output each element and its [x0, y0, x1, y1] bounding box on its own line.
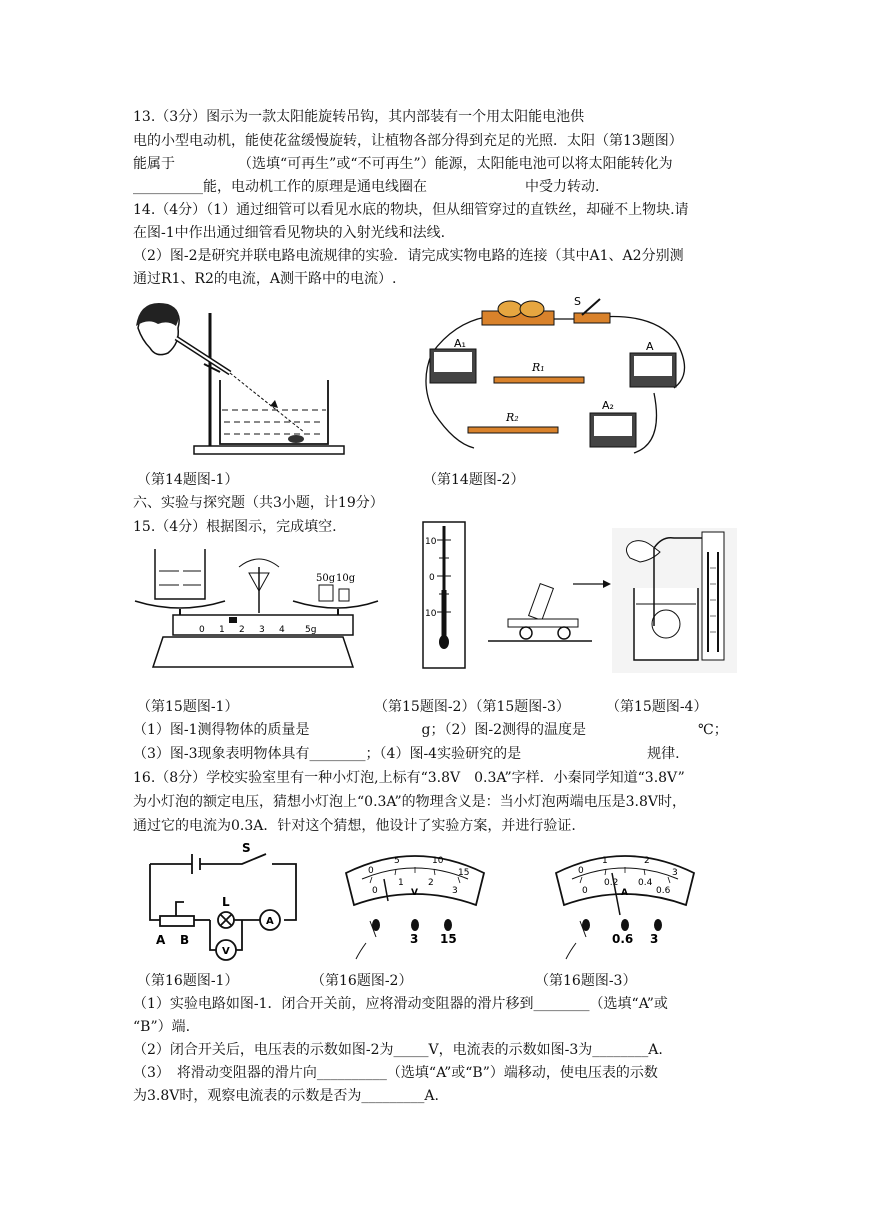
switch-label: S [574, 295, 581, 308]
volt-top-10: 10 [432, 856, 444, 866]
thermo-0: 0 [429, 573, 435, 583]
figure-15-1 [133, 543, 383, 673]
q14-line2: 在图-1中作出通过细管看见物块的入射光线和法线. [133, 225, 446, 241]
thermo-10-top: 10 [425, 537, 437, 547]
figure-15-2 [419, 520, 474, 670]
amm-top-2: 2 [644, 856, 650, 866]
volt-bot-3: 3 [452, 886, 458, 896]
q14-line3: （2）图-2是研究并联电路电流规律的实验．请完成实物电路的连接（其中A1、A2分别测 [133, 248, 684, 264]
scale-4: 4 [279, 625, 285, 635]
amm-unit: A [621, 888, 628, 898]
scale-3: 3 [259, 625, 265, 635]
r2-label: R₂ [506, 411, 519, 424]
volt-terminal-15: 15 [440, 932, 457, 946]
scale-1: 1 [219, 625, 225, 635]
volt-top-15: 15 [458, 868, 470, 878]
section-title: 六、实验与探究题（共3小题，计19分） [133, 495, 384, 511]
q14-line4: 通过R1、R2的电流，A测干路中的电流）. [133, 271, 397, 287]
volt-top-0: 0 [368, 866, 374, 876]
r1-label: R₁ [532, 361, 545, 374]
weight-10g-label: 10g [336, 573, 356, 584]
circuit-a: A [156, 933, 166, 947]
meter-a-label: A [646, 340, 654, 353]
q16-sub2: （2）闭合开关后，电压表的示数如图-2为_____V，电流表的示数如图-3为________A. [133, 1042, 663, 1058]
q13-line4: __________能，电动机工作的原理是通电线圈在 中受力转动. [133, 179, 600, 195]
amm-terminal-3: 3 [650, 932, 659, 946]
amm-bot-04: 0.4 [638, 878, 653, 888]
scale-5: 5g [305, 625, 317, 635]
weight-50g-label: 50g [316, 573, 336, 584]
thermo-10-bottom: 10 [425, 609, 437, 619]
scale-2: 2 [239, 625, 245, 635]
q15-line3: （3）图-3现象表明物体具有________；（4）图-4实验研究的是 规律. [133, 746, 680, 762]
amm-bot-06: 0.6 [656, 886, 671, 896]
figure-15-4 [612, 528, 737, 673]
amm-top-0: 0 [578, 866, 584, 876]
figure-16-2 [340, 843, 490, 963]
q16-line2: 为小灯泡的额定电压，猜想小灯泡上“0.3A”的物理含义是：当小灯泡两端电压是3.8V时， [133, 794, 687, 810]
circuit-v: V [222, 946, 230, 957]
q16-sub3: （3） 将滑动变阻器的滑片向__________（选填“A”或“B”）端移动，使电压表的示数 [133, 1065, 658, 1081]
q13-line2: 电的小型电动机，能使花盆缓慢旋转，让植物各部分得到充足的光照．太阳（第13题图） [133, 133, 683, 149]
caption-16-1: （第16题图-1） [137, 973, 239, 989]
q16-sub1b: “B”）端. [133, 1019, 191, 1035]
circuit-ammeter: A [266, 916, 274, 927]
circuit-l: L [222, 895, 230, 909]
q16-sub1: （1）实验电路如图-1．闭合开关前，应将滑动变阻器的滑片移到________（选填“A”或 [133, 996, 668, 1012]
q13-line1: 13.（3分）图示为一款太阳能旋转吊钩，其内部装有一个用太阳能电池供 [133, 109, 585, 125]
caption-15-1: （第15题图-1） [137, 699, 239, 715]
caption-15-4: （第15题图-4） [606, 699, 708, 715]
caption-14-2: （第14题图-2） [423, 472, 525, 488]
volt-bot-1: 1 [398, 878, 404, 888]
figure-16-1 [138, 840, 308, 970]
amm-terminal-06: 0.6 [612, 932, 634, 946]
q13-line3: 能属于 （选填“可再生”或“不可再生”）能源，太阳能电池可以将太阳能转化为 [133, 156, 673, 172]
circuit-s: S [242, 841, 251, 855]
caption-14-1: （第14题图-1） [137, 472, 239, 488]
volt-bot-2: 2 [428, 878, 434, 888]
meter-a2-label: A₂ [602, 399, 614, 412]
q15-line1: 15.（4分）根据图示，完成填空. [133, 519, 337, 535]
caption-16-2: （第16题图-2） [311, 973, 413, 989]
caption-16-3: （第16题图-3） [535, 973, 637, 989]
scale-0: 0 [199, 625, 205, 635]
circuit-b: B [180, 933, 190, 947]
arrow-right-icon [571, 578, 611, 590]
figure-16-3 [550, 843, 700, 963]
caption-15-2-3: （第15题图-2）（第15题图-3） [374, 699, 570, 715]
figure-14-2 [414, 293, 704, 471]
meter-a1-label: A₁ [454, 337, 466, 350]
amm-bot-0: 0 [582, 886, 588, 896]
amm-top-1: 1 [602, 856, 608, 866]
amm-bot-02: 0.2 [604, 878, 619, 888]
volt-terminal-3: 3 [410, 932, 419, 946]
amm-top-3: 3 [672, 868, 678, 878]
q15-line2: （1）图-1测得物体的质量是 g；（2）图-2测得的温度是 ℃； [133, 722, 728, 738]
q14-line1: 14.（4分）（1）通过细管可以看见水底的物块，但从细管穿过的直铁丝，却碰不上物块.请 [133, 202, 689, 218]
volt-top-5: 5 [394, 856, 400, 866]
q16-line3: 通过它的电流为0.3A．针对这个猜想，他设计了实验方案，并进行验证. [133, 818, 576, 834]
figure-14-1 [128, 298, 348, 468]
q16-sub3b: 为3.8V时，观察电流表的示数是否为_________A. [133, 1088, 439, 1104]
volt-bot-0: 0 [372, 886, 378, 896]
q16-line1: 16.（8分）学校实验室里有一种小灯泡,上标有“3.8V 0.3A”字样．小秦同学知道“3.8V” [133, 770, 685, 786]
volt-unit: V [411, 888, 418, 898]
